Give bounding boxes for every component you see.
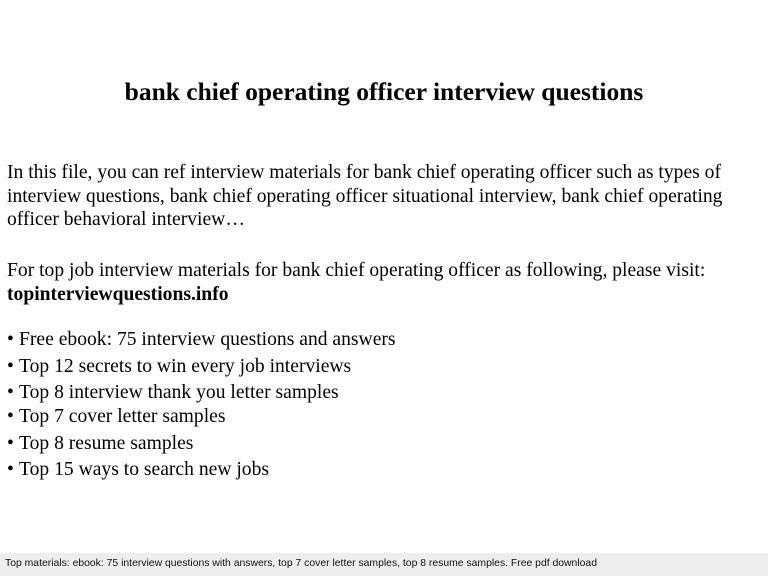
- intro-paragraph: In this file, you can ref interview materials for bank chief operating officer such as types of interview questions, bank chief operating officer situational interview, bank chief operating officer behavioral interview…: [7, 162, 723, 230]
- bullet-item: [7, 328, 759, 352]
- footer-banner: Top materials: ebook: 75 interview questions with answers, top 7 cover letter samples, top 8 resume samples. Free pdf download: [0, 553, 768, 576]
- bullet-text: Top 12 secrets to win every job interviews: [19, 355, 352, 377]
- bullet-icon: •: [7, 459, 14, 481]
- bullet-text: Top 8 resume samples: [19, 432, 194, 454]
- slide-title: bank chief operating officer interview questions: [124, 77, 644, 106]
- bullet-item: [7, 381, 759, 405]
- cta-paragraph: [7, 259, 759, 306]
- bullet-text: Top 15 ways to search new jobs: [19, 459, 270, 481]
- bullet-icon: •: [7, 355, 14, 377]
- bullet-text: Top 7 cover letter samples: [19, 405, 226, 427]
- cta-text: For top job interview materials for bank chief operating officer as following, please visit:: [7, 260, 706, 281]
- bullet-item: [7, 432, 759, 456]
- bullet-text: Free ebook: 75 interview questions and answers: [19, 329, 396, 350]
- bullet-item: [7, 355, 759, 379]
- bullet-icon: •: [7, 405, 14, 427]
- bullet-list: [7, 328, 759, 482]
- bullet-icon: •: [7, 432, 14, 454]
- bullet-icon: •: [7, 329, 14, 350]
- bullet-icon: •: [7, 382, 14, 404]
- bullet-text: Top 8 interview thank you letter samples: [19, 382, 339, 404]
- website-link[interactable]: topinterviewquestions.info: [7, 283, 229, 305]
- bullet-item: [7, 458, 759, 482]
- bullet-item: [7, 405, 759, 429]
